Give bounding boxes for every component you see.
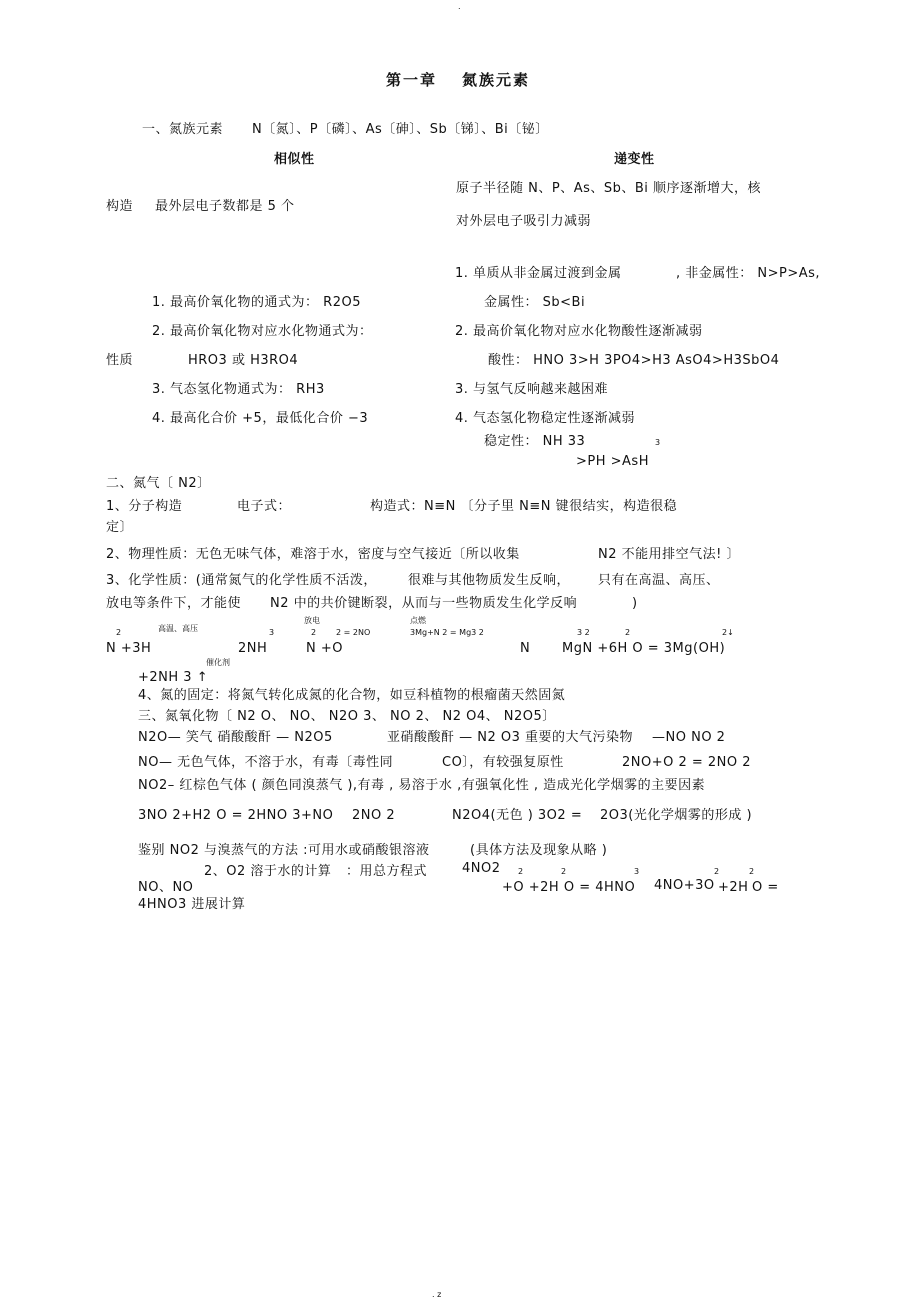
eq-2nh3: +2NH 3 ↑ [138, 670, 209, 685]
gradient-item-4: 4. 气态氢化物稳定性逐渐减弱 [455, 411, 636, 426]
eq-mgn: MgN +6H O = 3Mg(OH) [562, 641, 726, 656]
s3-n2o-a: N2O— 笑气 硝酸酸酐 — N2O5 [138, 730, 333, 745]
eq-cond-high: 高温、高压 [158, 624, 198, 633]
s3-calc-sup: 2 [518, 867, 524, 876]
s3-calc-sup: 2 [749, 867, 755, 876]
similar-item-3: 3. 气态氢化物通式为： RH3 [152, 382, 325, 397]
col-similar-header: 相似性 [274, 152, 315, 167]
property-label: 性质 [106, 353, 134, 368]
eq-n-o: N +O [306, 641, 343, 656]
gradient-item-3: 3. 与氢气反响越来越困难 [455, 382, 609, 397]
s3-identify-b: (具体方法及现象从略 ) [470, 843, 608, 858]
s3-rxn-b: 2NO 2 [352, 808, 396, 823]
s2-chemical-c: 只有在高温、高压、 [598, 573, 720, 588]
s2-conditions-c: ) [632, 596, 638, 611]
section2-heading: 二、氮气〔 N2〕 [106, 476, 211, 491]
s2-fixation: 4、氮的固定：将氮气转化成氮的化合物，如豆科植物的根瘤菌天然固氮 [138, 688, 566, 703]
gradient-item-2-acid: 酸性： HNO 3>H 3PO4>H3 AsO4>H3SbO4 [488, 353, 780, 368]
s3-calc-sub: 2、O2 溶于水的计算 [204, 864, 332, 879]
s3-calc-eq1: +O +2H O = 4HNO [502, 880, 636, 895]
gradient-item-4-sub: 3 [655, 438, 661, 447]
eq-sup: 3 2 [577, 628, 590, 637]
s2-structural-formula: 构造式：N≡N 〔分子里 N≡N 键很结实，构造很稳 [370, 499, 678, 514]
gradient-item-1-metal: 金属性： Sb<Bi [484, 295, 586, 310]
structure-similar: 最外层电子数都是 5 个 [155, 199, 295, 214]
s2-chemical-a: 3、化学性质：(通常氮气的化学性质不活泼， [106, 573, 377, 588]
eq-catalyst: 催化剂 [206, 658, 230, 667]
col-gradient-header: 递变性 [614, 152, 655, 167]
eq-2nh: 2NH [238, 641, 268, 656]
gradient-item-2: 2. 最高价氧化物对应水化物酸性逐渐减弱 [455, 324, 703, 339]
similar-item-2: 2. 最高价氧化物对应水化物通式为： [152, 324, 373, 339]
eq-sup: 3 [269, 628, 275, 637]
s3-calc-4no2: 4NO2 [462, 861, 501, 876]
s3-calc-no: NO、NO [138, 880, 194, 895]
s3-calc-eq4: O = [752, 880, 779, 895]
eq-spark: 放电 [304, 616, 320, 625]
s3-calc-eq3: +2H [718, 880, 749, 895]
s3-no-a: NO— 无色气体，不溶于水，有毒〔毒性同 [138, 755, 394, 770]
eq-sup: 2 [311, 628, 317, 637]
s3-no-c: 2NO+O 2 = 2NO 2 [622, 755, 752, 770]
eq-mg: 3Mg+N 2 = Mg3 2 [410, 628, 484, 637]
s3-no2: NO2– 红棕色气体 ( 颜色同溴蒸气 ),有毒 , 易溶于水 ,有强氧化性 , 造成光化学烟雾的主要因素 [138, 778, 706, 793]
s3-calc-last: 4HNO3 进展计算 [138, 897, 246, 912]
s3-calc-eq2: 4NO+3O [654, 878, 715, 893]
footer-mark: . z [432, 1290, 442, 1299]
s3-identify-a: 鉴别 NO2 与溴蒸气的方法 :可用水或硝酸银溶液 [138, 843, 430, 858]
gradient-item-1-cont: , 非金属性： N>P>As, [676, 266, 821, 281]
s3-calc-sup: 2 [714, 867, 720, 876]
structure-gradient-2: 对外层电子吸引力减弱 [456, 214, 592, 229]
gradient-item-4-stability: 稳定性： NH 33 [484, 434, 586, 449]
intro-members: N〔氮〕、P〔磷〕、As〔砷〕、Sb〔锑〕、Bi〔铋〕 [252, 122, 549, 137]
chapter-number: 第一章 [386, 71, 438, 89]
eq-n: N [520, 641, 531, 656]
gradient-item-4-order: >PH >AsH [576, 454, 649, 469]
gradient-item-1: 1. 单质从非金属过渡到金属 [455, 266, 622, 281]
eq-n-3h: N +3H [106, 641, 152, 656]
s2-conditions-b: N2 中的共价键断裂，从而与一些物质发生化学反响 [270, 596, 578, 611]
s3-rxn-a: 3NO 2+H2 O = 2HNO 3+NO [138, 808, 334, 823]
s2-structure-label: 1、分子构造 [106, 499, 183, 514]
eq-sup: 2 [625, 628, 631, 637]
s2-physical-end: N2 不能用排空气法! 〕 [598, 547, 740, 562]
header-mark: . [458, 2, 461, 11]
s2-chemical-b: 很难与其他物质发生反响， [408, 573, 571, 588]
s2-conditions-a: 放电等条件下，才能使 [106, 596, 242, 611]
s3-calc-sup: 2 [561, 867, 567, 876]
structure-gradient-1: 原子半径随 N、P、As、Sb、Bi 顺序逐渐增大，核 [456, 181, 762, 196]
similar-item-2-formula: HRO3 或 H3RO4 [188, 353, 299, 368]
s3-calc-sup: 3 [634, 867, 640, 876]
section3-heading: 三、氮氧化物〔 N2 O、 NO、 N2O 3、 NO 2、 N2 O4、 N2O5〕 [138, 709, 556, 724]
similar-item-1: 1. 最高价氧化物的通式为： R2O5 [152, 295, 361, 310]
eq-sup: 2↓ [722, 628, 734, 637]
eq-2no: 2 = 2NO [336, 628, 371, 637]
s2-structure-end: 定〕 [106, 520, 134, 535]
similar-item-4: 4. 最高化合价 +5，最低化合价 −3 [152, 411, 369, 426]
s2-physical: 2、物理性质：无色无味气体，难溶于水，密度与空气接近〔所以收集 [106, 547, 520, 562]
eq-sup: 2 [116, 628, 122, 637]
chapter-title: 氮族元素 [462, 71, 531, 89]
s3-n2o-c: —NO NO 2 [652, 730, 726, 745]
s3-calc-use: ：用总方程式 [346, 864, 428, 879]
structure-label: 构造 [106, 199, 134, 214]
intro-label: 一、氮族元素 [142, 122, 224, 137]
s3-rxn-d: 2O3(光化学烟雾的形成 ) [600, 808, 753, 823]
eq-ignite: 点燃 [410, 616, 426, 625]
s3-no-b: CO〕，有较强复原性 [442, 755, 564, 770]
s3-n2o-b: 亚硝酸酸酐 — N2 O3 重要的大气污染物 [387, 730, 634, 745]
s2-electron-formula: 电子式： [237, 499, 292, 514]
s3-rxn-c: N2O4(无色 ) 3O2 = [452, 808, 583, 823]
